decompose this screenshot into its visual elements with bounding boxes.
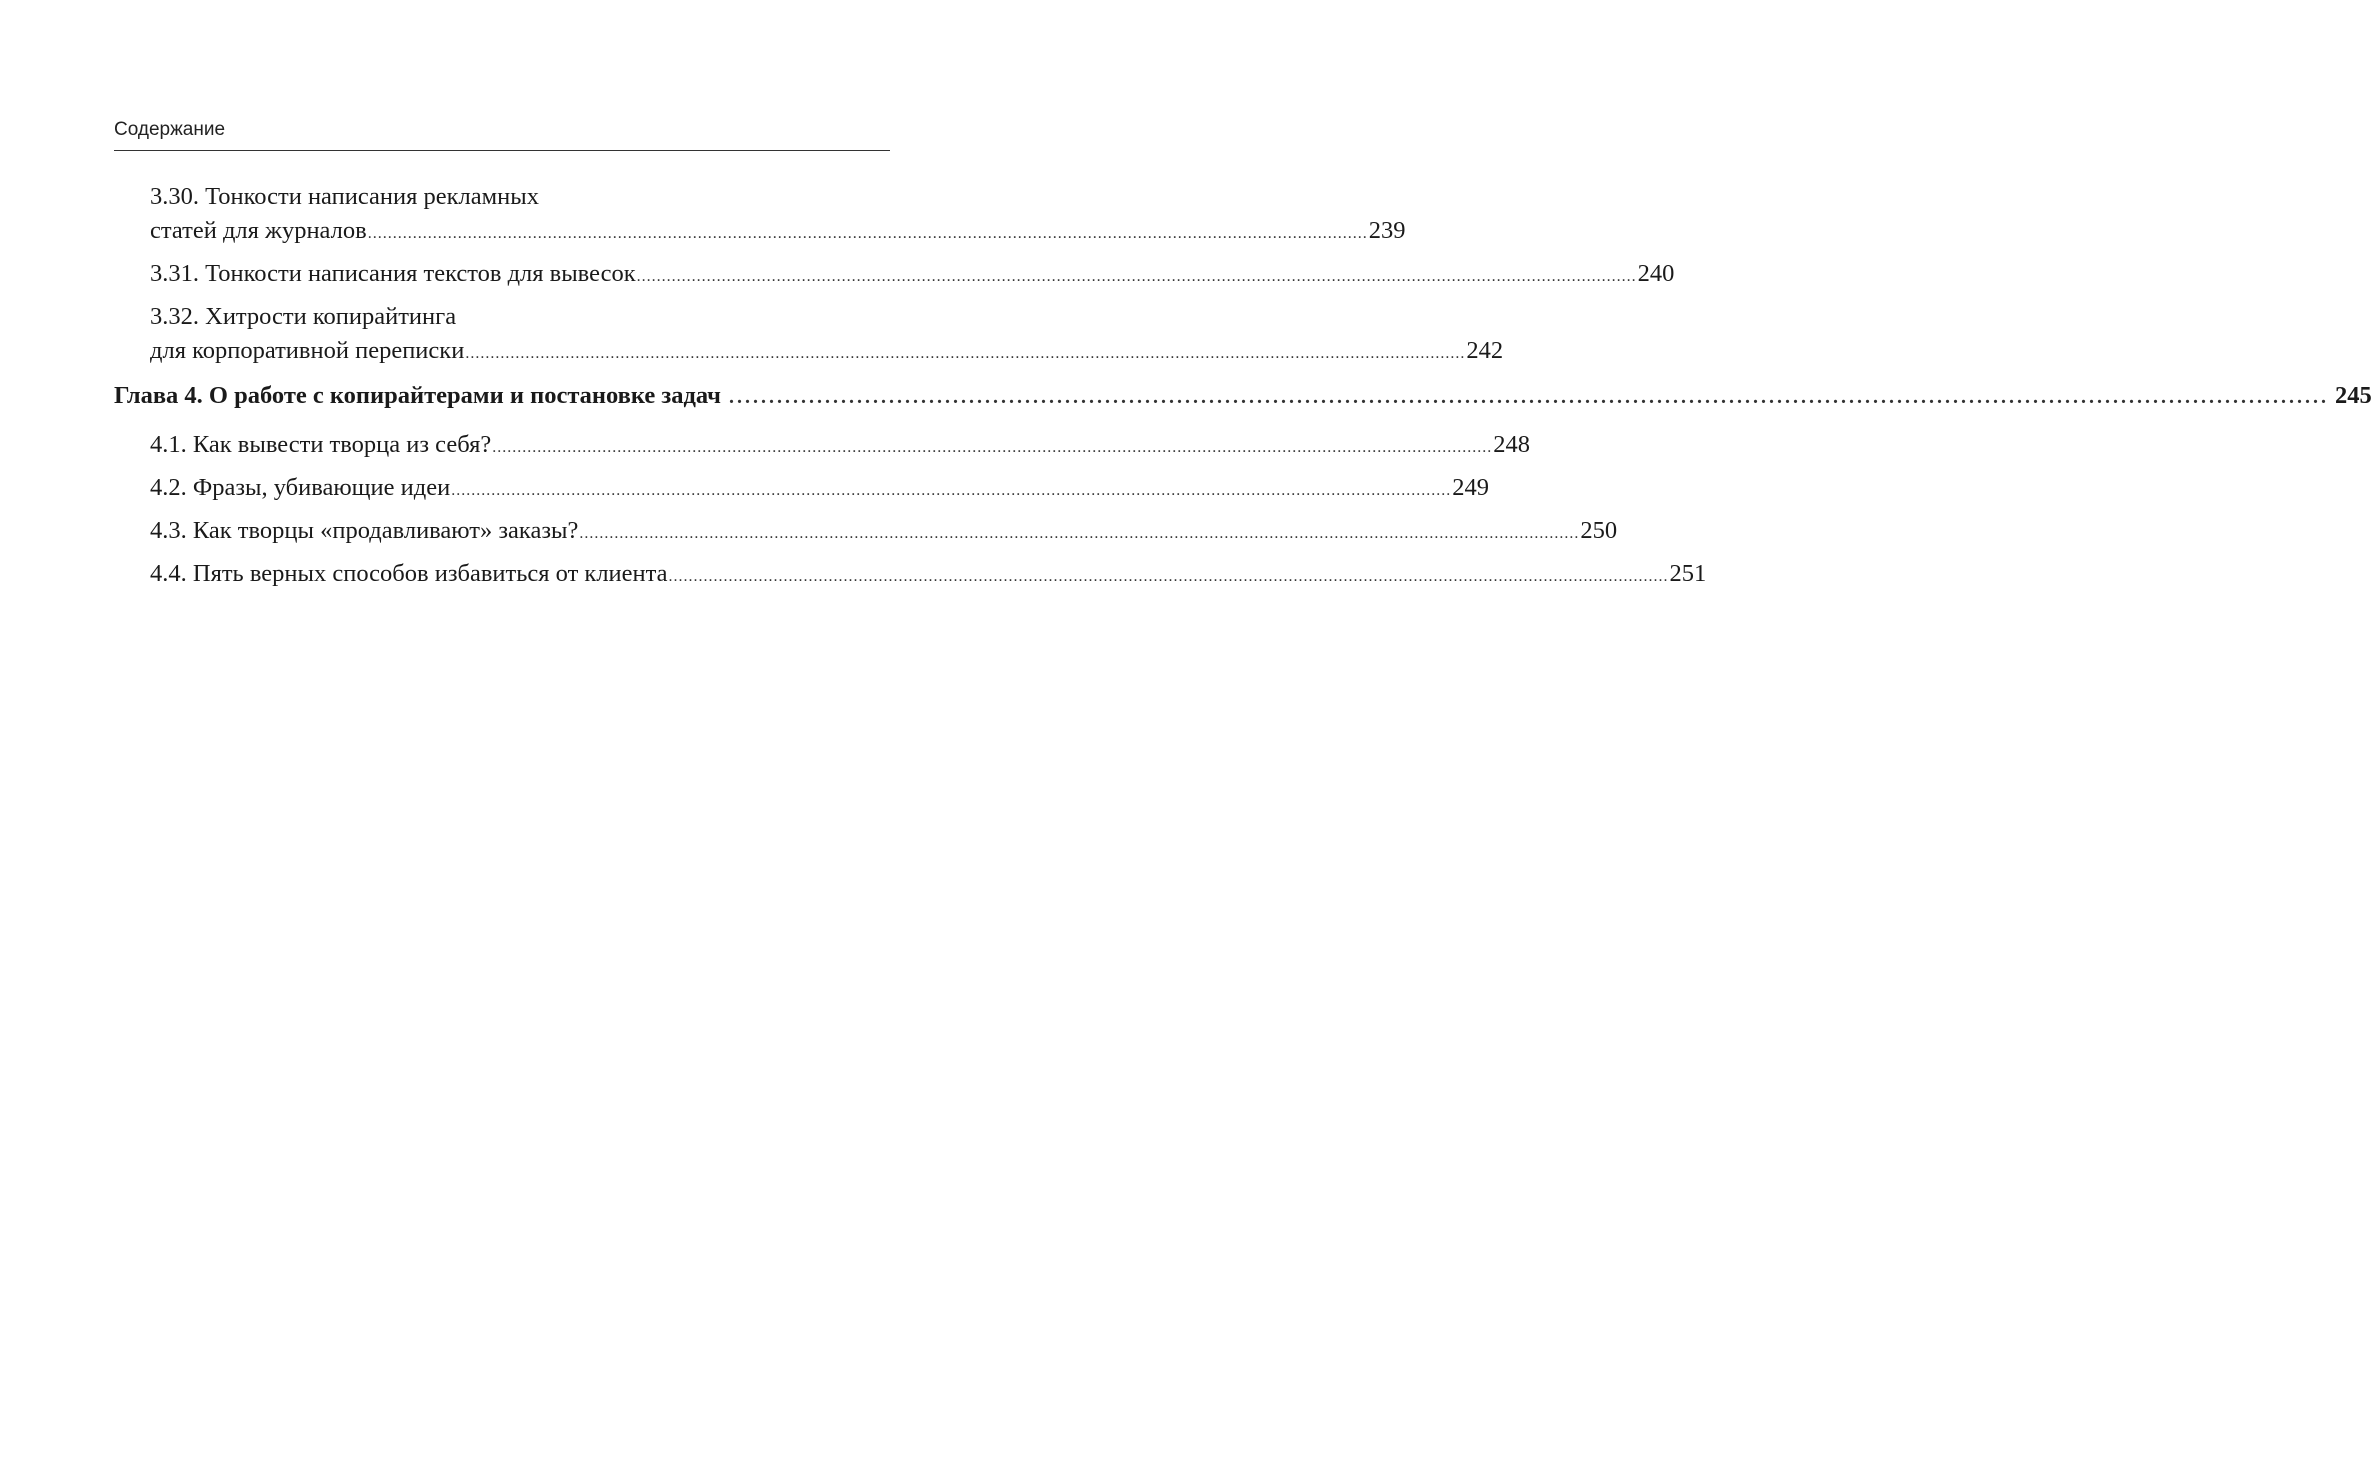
toc-entry-title: 4.2. Фразы, убивающие идеи xyxy=(150,474,451,501)
toc-entry-title: 3.31. Тонкости написания текстов для вывесок xyxy=(150,260,636,287)
toc-entry-3-32[interactable] xyxy=(114,300,1504,371)
toc-entry-title-line2: статей для журналов xyxy=(150,217,367,244)
dot-leader: ........................................................................................................................................................................................................ xyxy=(729,386,2329,408)
toc-page-number: 240 xyxy=(1637,260,1675,287)
toc-entry-title: 4.3. Как творцы «продавливают» заказы? xyxy=(150,517,579,544)
toc-page-number: 245 xyxy=(2335,382,2372,409)
toc-entry-4-3[interactable] xyxy=(114,514,1618,551)
dot-leader: ........................................................................................................................................................................................................ xyxy=(636,268,1637,285)
toc-chapter-title: Глава 4. О работе с копирайтерами и постановке задач xyxy=(114,382,721,409)
header-rule xyxy=(114,150,890,151)
toc-entry-title-line1: 3.32. Хитрости копирайтинга xyxy=(150,303,457,330)
toc-entry-3-30[interactable] xyxy=(114,180,1406,251)
dot-leader: ........................................................................................................................................................................................................ xyxy=(668,568,1669,585)
toc-entry-4-4[interactable] xyxy=(114,557,1707,594)
toc-page-number: 251 xyxy=(1669,560,1707,587)
toc-entry-title: 4.4. Пять верных способов избавиться от клиента xyxy=(150,560,668,587)
toc-page-number: 248 xyxy=(1493,431,1530,458)
toc-page-number: 239 xyxy=(1368,217,1406,244)
toc-page-number: 249 xyxy=(1452,474,1489,501)
running-head: Содержание xyxy=(114,119,226,140)
dot-leader: ........................................................................................................................................................................................................ xyxy=(367,225,1368,242)
toc-chapter-4[interactable] xyxy=(114,379,2372,414)
toc-entry-title: 4.1. Как вывести творца из себя? xyxy=(150,431,492,458)
toc-page-number: 250 xyxy=(1580,517,1618,544)
toc-entry-4-1[interactable] xyxy=(114,428,1530,465)
toc-entry-title-line1: 3.30. Тонкости написания рекламных xyxy=(150,183,539,210)
toc-entry-title-line2: для корпоративной переписки xyxy=(150,337,465,364)
dot-leader: ........................................................................................................................................................................................................ xyxy=(451,482,1452,499)
toc-page-number: 242 xyxy=(1466,337,1504,364)
dot-leader: ........................................................................................................................................................................................................ xyxy=(492,439,1493,456)
toc-entry-4-2[interactable] xyxy=(114,471,1489,508)
table-of-contents xyxy=(114,180,2372,600)
dot-leader: ........................................................................................................................................................................................................ xyxy=(465,345,1466,362)
dot-leader: ........................................................................................................................................................................................................ xyxy=(579,525,1580,542)
toc-entry-3-31[interactable] xyxy=(114,257,1675,294)
